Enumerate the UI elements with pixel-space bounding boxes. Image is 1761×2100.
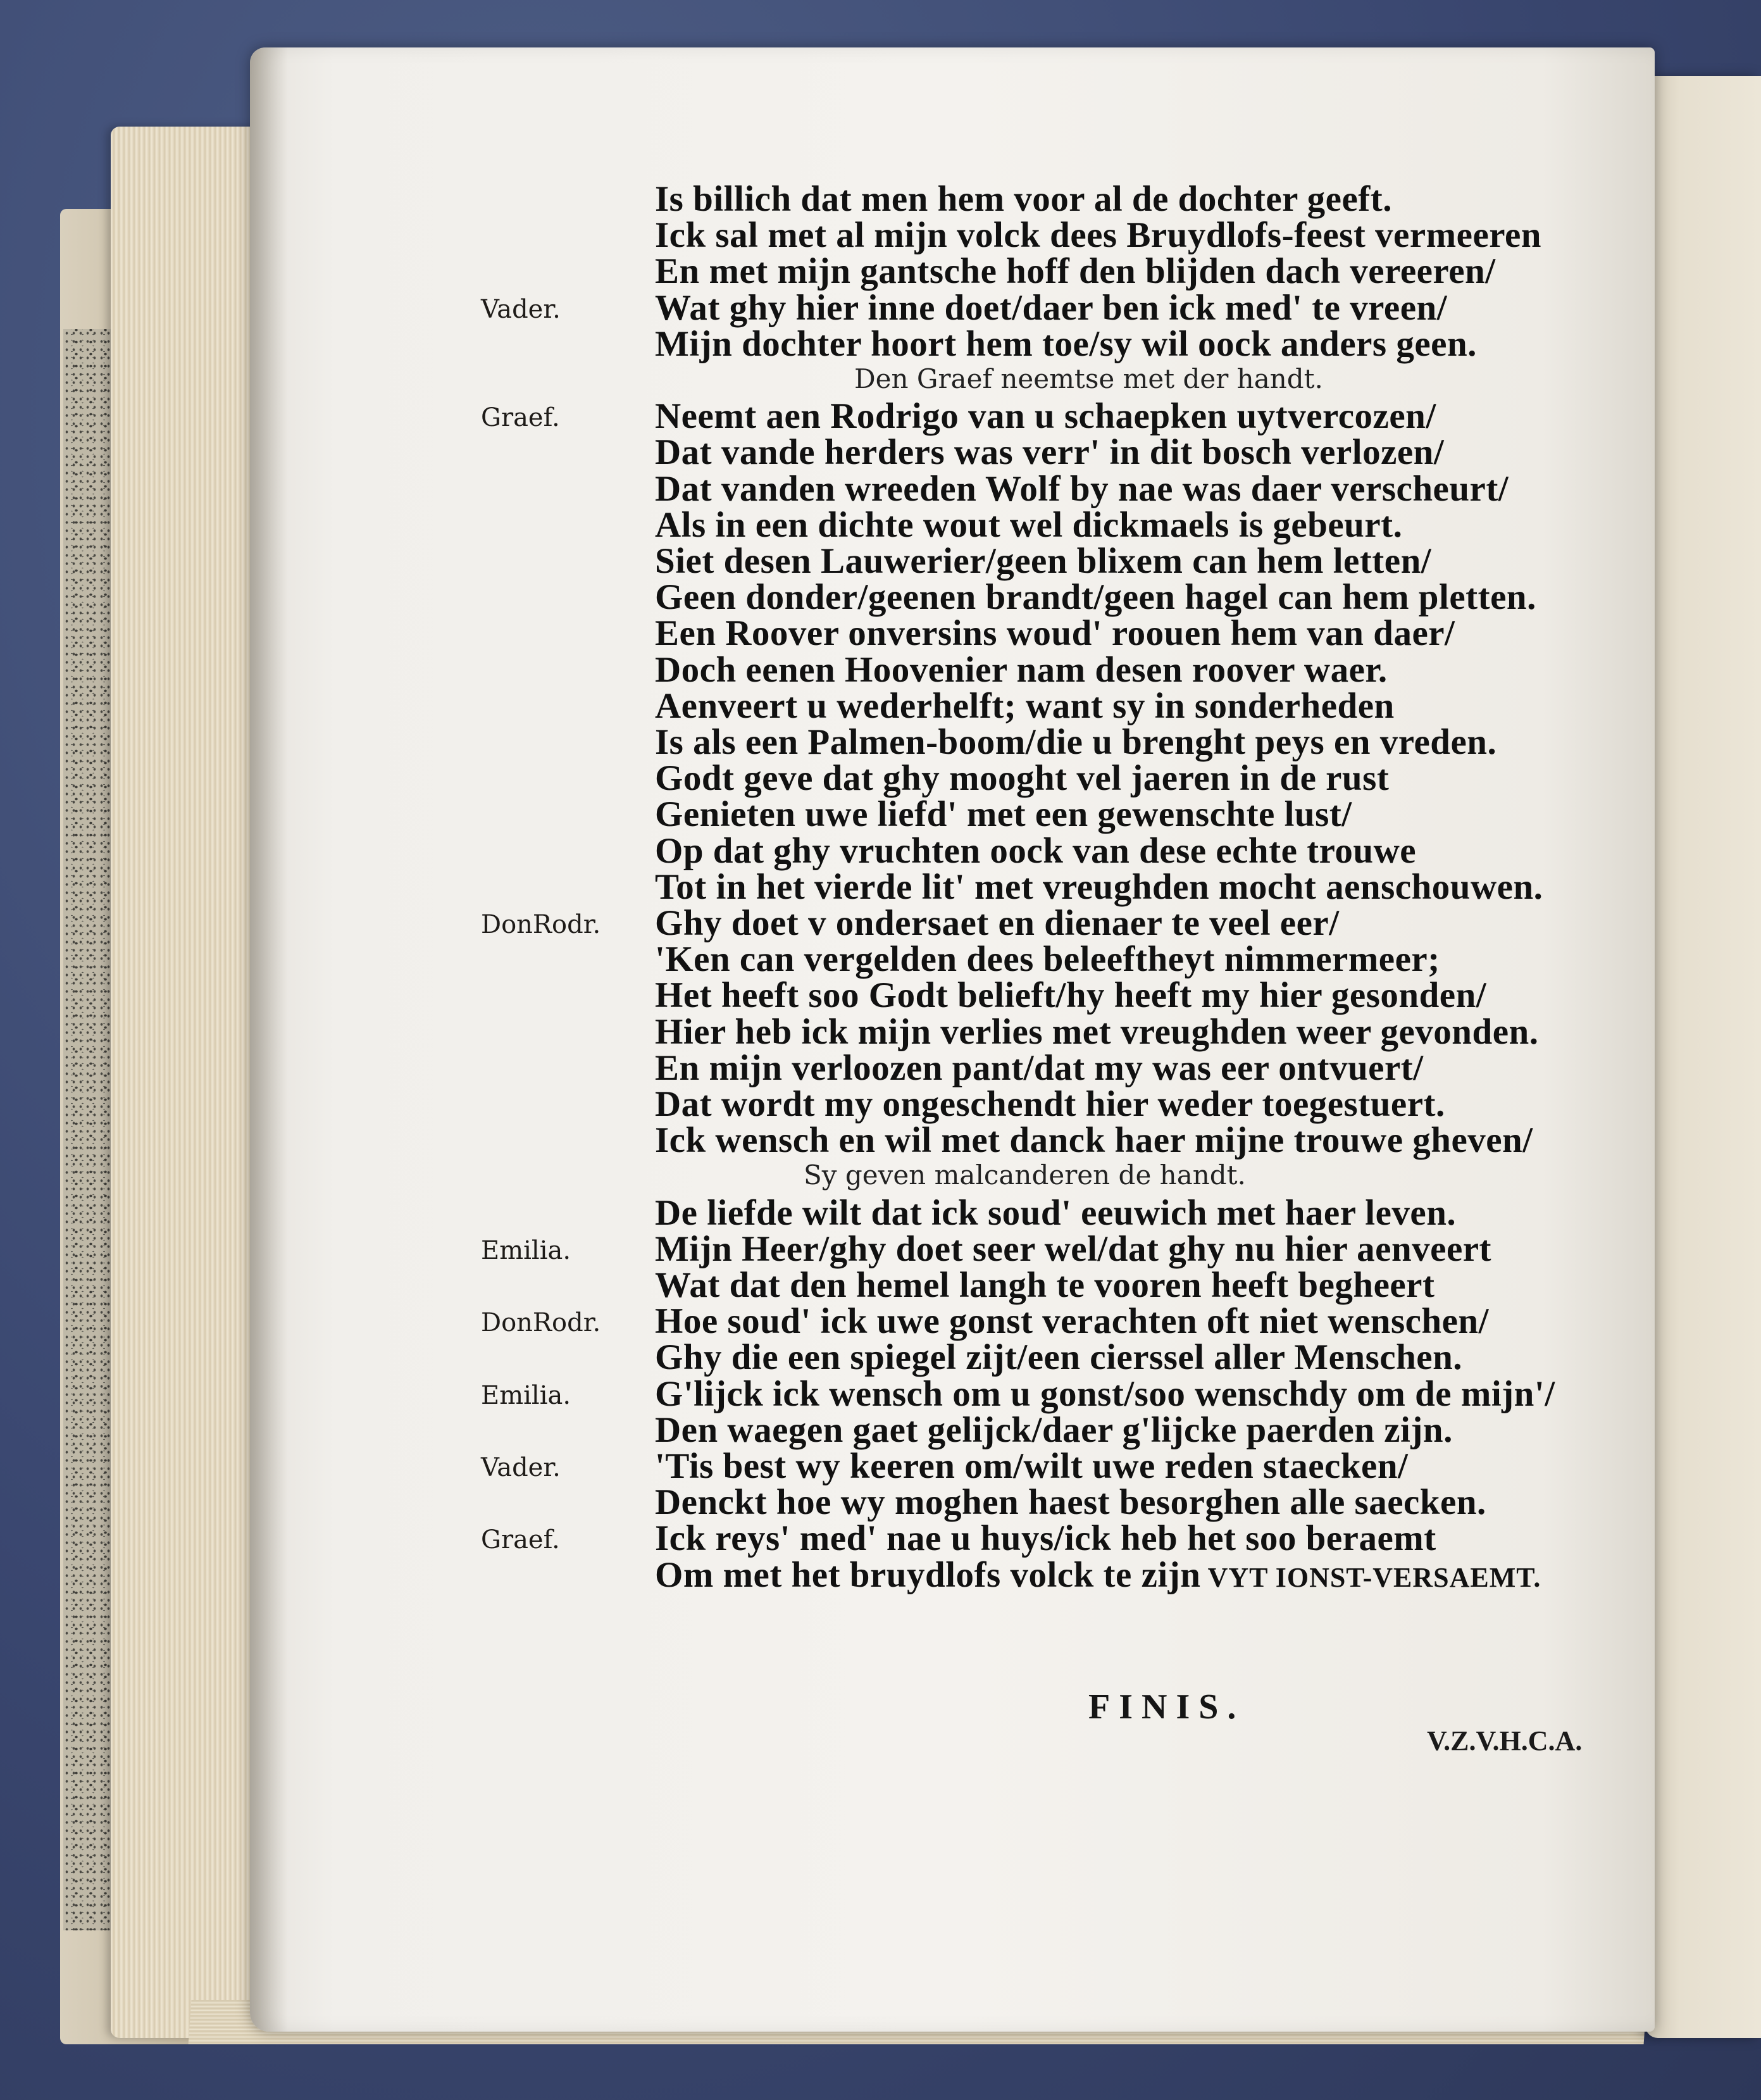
verse-line: Mijn Heer/ghy doet seer wel/dat ghy nu hier aenveert [655,1229,1492,1269]
verse-line: Mijn dochter hoort hem toe/sy wil oock anders geen. [655,324,1477,364]
verse-line: Ghy doet v ondersaet en dienaer te veel eer/ [655,903,1340,943]
verse-line: Neemt aen Rodrigo van u schaepken uytvercozen/ [655,396,1436,436]
verse-line: Aenveert u wederhelft; want sy in sonderheden [655,686,1395,726]
verse-line: Dat vande herders was verr' in dit bosch verlozen/ [655,432,1445,472]
motto: VYT IONST-VERSAEMT. [1200,1562,1541,1593]
verse-line: Doch eenen Hoovenier nam desen roover waer. [655,650,1388,690]
verse-line: Wat ghy hier inne doet/daer ben ick med' te vreen/ [655,288,1448,328]
verse-line: En met mijn gantsche hoff den blijden dach vereeren/ [655,251,1496,291]
verse-line: Genieten uwe liefd' met een gewenschte lust/ [655,794,1352,834]
verse-line: Is als een Palmen-boom/die u brenght peys en vreden. [655,722,1497,762]
verse-line: Ick reys' med' nae u huys/ick heb het soo beraemt [655,1518,1436,1558]
verse-line: Den waegen gaet gelijck/daer g'lijcke paerden zijn. [655,1410,1453,1450]
verse-line: Het heeft soo Godt belieft/hy heeft my hier gesonden/ [655,975,1487,1015]
verse-line: Ick wensch en wil met danck haer mijne trouwe gheven/ [655,1120,1533,1160]
verse-line: Siet desen Lauwerier/geen blixem can hem letten/ [655,541,1432,581]
verse-line: En mijn verloozen pant/dat my was eer ontvuert/ [655,1048,1424,1088]
speaker-name: Graef. [481,1525,560,1554]
verse-line: Wat dat den hemel langh te vooren heeft begheert [655,1265,1435,1305]
verse-line: Ick sal met al mijn volck dees Bruydlofs-feest vermeeren [655,215,1542,255]
finis-heading: FINIS. [1088,1687,1245,1727]
verse-line: De liefde wilt dat ick soud' eeuwich met haer leven. [655,1193,1457,1233]
verse-line: Op dat ghy vruchten oock van dese echte trouwe [655,831,1417,871]
speaker-name: Emilia. [481,1381,571,1410]
verse-line: 'Tis best wy keeren om/wilt uwe reden staecken/ [655,1446,1409,1486]
verse-line: Om met het bruydlofs volck te zijn VYT IONST-VERSAEMT. [655,1555,1541,1595]
verse-line: Een Roover onversins woud' roouen hem van daer/ [655,613,1455,653]
verse-line: Als in een dichte wout wel dickmaels is gebeurt. [655,505,1403,545]
verse-line: Denckt hoe wy moghen haest besorghen alle saecken. [655,1482,1486,1522]
speaker-name: Graef. [481,403,560,432]
verse-line: Tot in het vierde lit' met vreughden mocht aenschouwen. [655,867,1543,907]
stage-direction: Den Graef neemtse met der handt. [854,363,1323,394]
verse-line: Is billich dat men hem voor al de dochter geeft. [655,179,1392,219]
verse-line: 'Ken can vergelden dees beleeftheyt nimmermeer; [655,939,1440,979]
verse-line: Hoe soud' ick uwe gonst verachten oft niet wenschen/ [655,1301,1489,1341]
speaker-name: Emilia. [481,1236,571,1265]
verse-line: Ghy die een spiegel zijt/een cierssel aller Menschen. [655,1337,1463,1377]
verse-line: Godt geve dat ghy mooght vel jaeren in de rust [655,758,1390,798]
verse-line: Dat wordt my ongeschendt hier weder toegestuert. [655,1084,1445,1124]
verse-line: G'lijck ick wensch om u gonst/soo wenschdy om de mijn'/ [655,1374,1555,1414]
printer-initials: V.Z.V.H.C.A. [1427,1725,1583,1756]
speaker-name: Vader. [481,295,561,324]
verse-line: Geen donder/geenen brandt/geen hagel can hem pletten. [655,577,1536,617]
speaker-name: Vader. [481,1453,561,1482]
speaker-name: DonRodr. [481,1308,601,1337]
verse-line: Hier heb ick mijn verlies met vreughden weer gevonden. [655,1012,1539,1052]
stage-direction: Sy geven malcanderen de handt. [804,1159,1246,1191]
verse-line: Dat vanden wreeden Wolf by nae was daer verscheurt/ [655,469,1509,509]
speaker-name: DonRodr. [481,910,601,939]
